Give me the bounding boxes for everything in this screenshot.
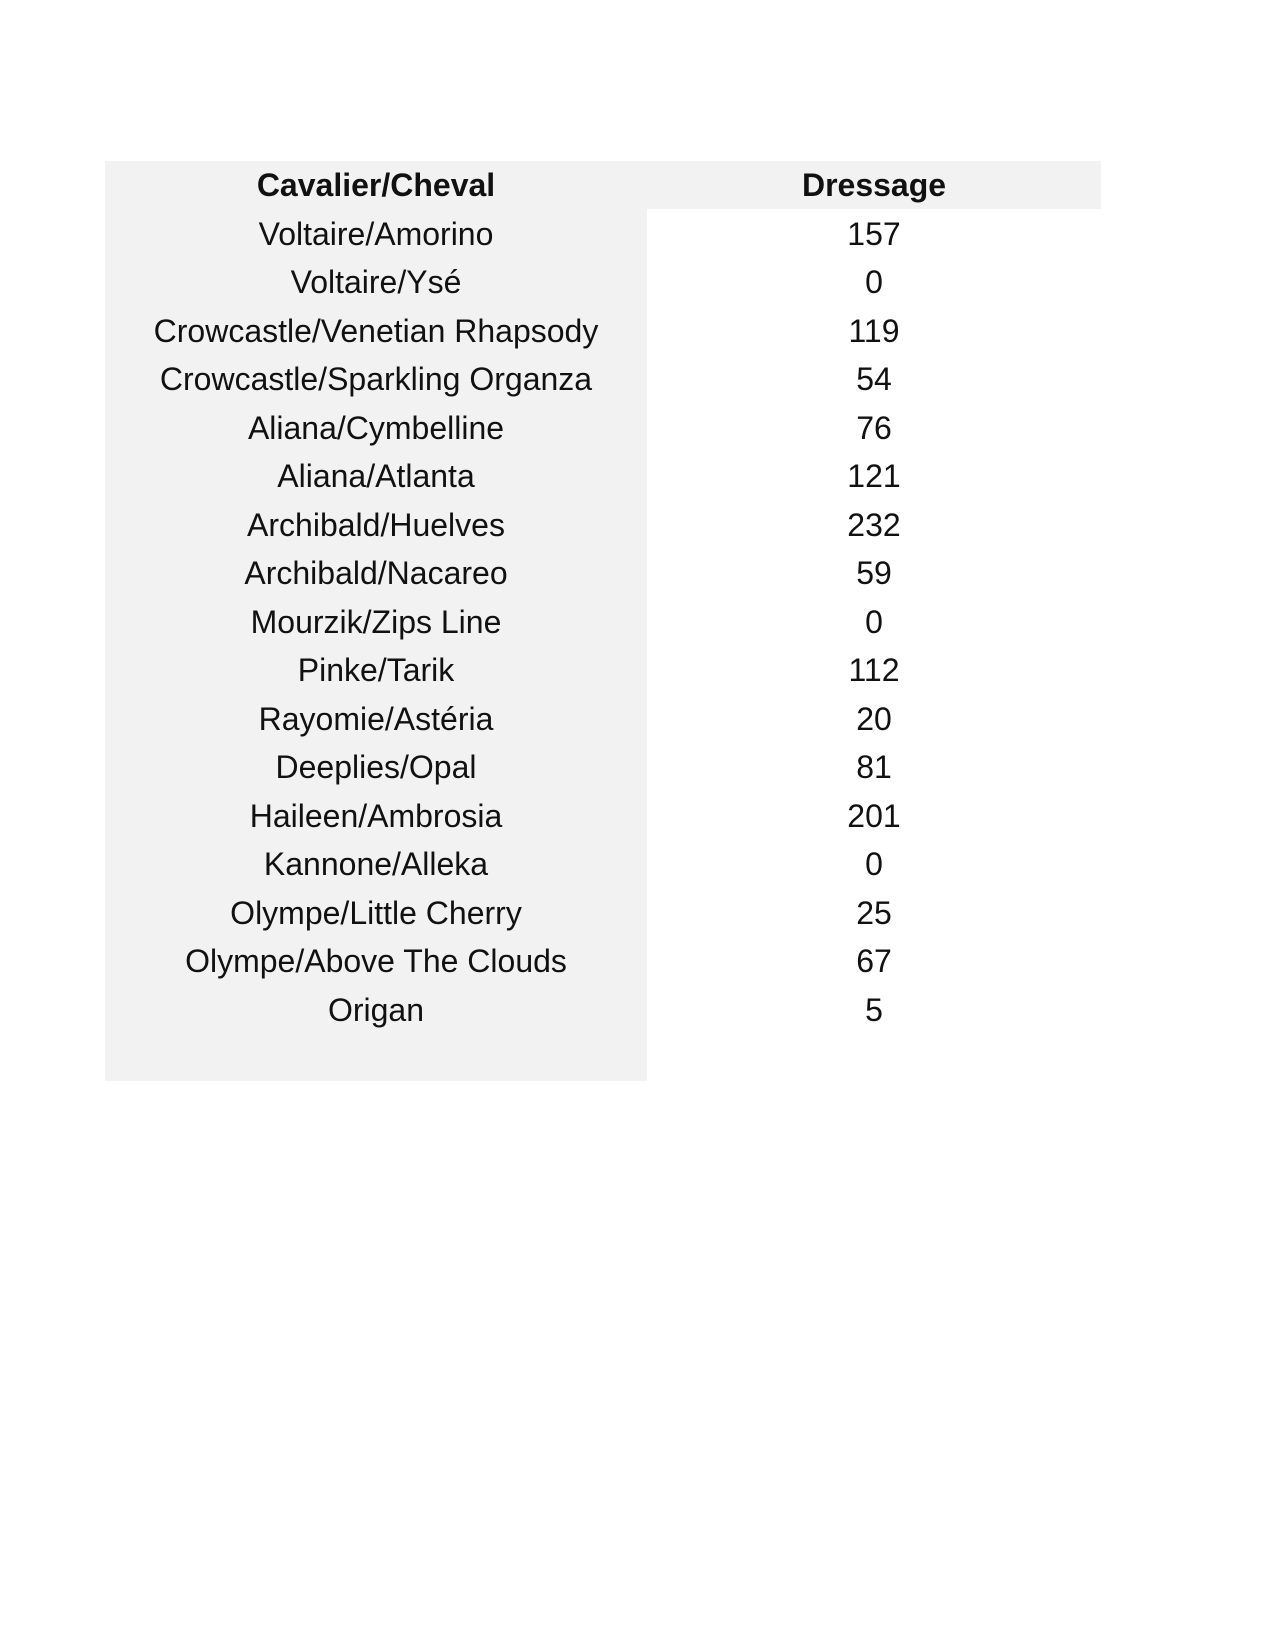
- rider-horse-cell: Olympe/Little Cherry: [230, 894, 522, 931]
- rider-horse-cell: Deeplies/Opal: [275, 749, 477, 786]
- rider-horse-cell: Voltaire/Ysé: [290, 264, 462, 301]
- header-dressage: Dressage: [801, 167, 947, 204]
- table-row: [105, 501, 1101, 550]
- rider-horse-cell: Olympe/Above The Clouds: [185, 943, 567, 980]
- table-row: [105, 743, 1101, 792]
- table-row: [105, 986, 1101, 1035]
- dressage-score-cell: 20: [856, 700, 892, 737]
- rider-horse-cell: Aliana/Cymbelline: [247, 409, 505, 446]
- dressage-table: [105, 161, 1101, 1034]
- dressage-score-cell: 81: [856, 749, 892, 786]
- rider-horse-cell: Kannone/Alleka: [263, 846, 489, 883]
- dressage-score-cell: 0: [865, 603, 883, 640]
- table-row: [105, 355, 1101, 404]
- rider-horse-cell: Origan: [327, 991, 425, 1028]
- dressage-score-cell: 119: [848, 312, 900, 349]
- dressage-score-cell: 121: [847, 458, 901, 495]
- table-row: [105, 549, 1101, 598]
- dressage-score-cell: 25: [856, 894, 892, 931]
- rider-horse-cell: Crowcastle/Venetian Rhapsody: [153, 312, 599, 349]
- rider-horse-cell: Crowcastle/Sparkling Organza: [159, 361, 593, 398]
- rider-horse-cell: Pinke/Tarik: [297, 652, 455, 689]
- table-row: [105, 210, 1101, 259]
- table-row: [105, 646, 1101, 695]
- rider-horse-cell: Aliana/Atlanta: [277, 458, 475, 495]
- dressage-score-cell: 67: [856, 943, 892, 980]
- table-row: [105, 307, 1101, 356]
- table-row: [105, 937, 1101, 986]
- table-row: [105, 258, 1101, 307]
- dressage-score-cell: 201: [847, 797, 901, 834]
- table-row: [105, 695, 1101, 744]
- table-row: [105, 792, 1101, 841]
- rider-horse-cell: Voltaire/Amorino: [258, 215, 494, 252]
- rider-horse-cell: Haileen/Ambrosia: [249, 797, 503, 834]
- rider-horse-cell: Archibald/Huelves: [247, 506, 505, 543]
- dressage-score-cell: 157: [847, 215, 901, 252]
- table-row: [105, 452, 1101, 501]
- rider-horse-cell: Mourzik/Zips Line: [250, 603, 502, 640]
- table-header-row: [105, 161, 1101, 210]
- rider-horse-cell: Rayomie/Astéria: [258, 700, 494, 737]
- dressage-score-cell: 112: [848, 652, 900, 689]
- dressage-score-cell: 76: [856, 409, 892, 446]
- dressage-score-cell: 0: [865, 846, 883, 883]
- dressage-score-cell: 54: [856, 361, 892, 398]
- table-row: [105, 404, 1101, 453]
- rider-horse-cell: Archibald/Nacareo: [244, 555, 508, 592]
- dressage-score-cell: 0: [865, 264, 883, 301]
- table-row: [105, 598, 1101, 647]
- dressage-score-cell: 232: [847, 506, 901, 543]
- table-row: [105, 840, 1101, 889]
- dressage-score-cell: 59: [856, 555, 892, 592]
- header-rider-horse: Cavalier/Cheval: [256, 167, 496, 204]
- table-row: [105, 889, 1101, 938]
- dressage-score-cell: 5: [865, 991, 883, 1028]
